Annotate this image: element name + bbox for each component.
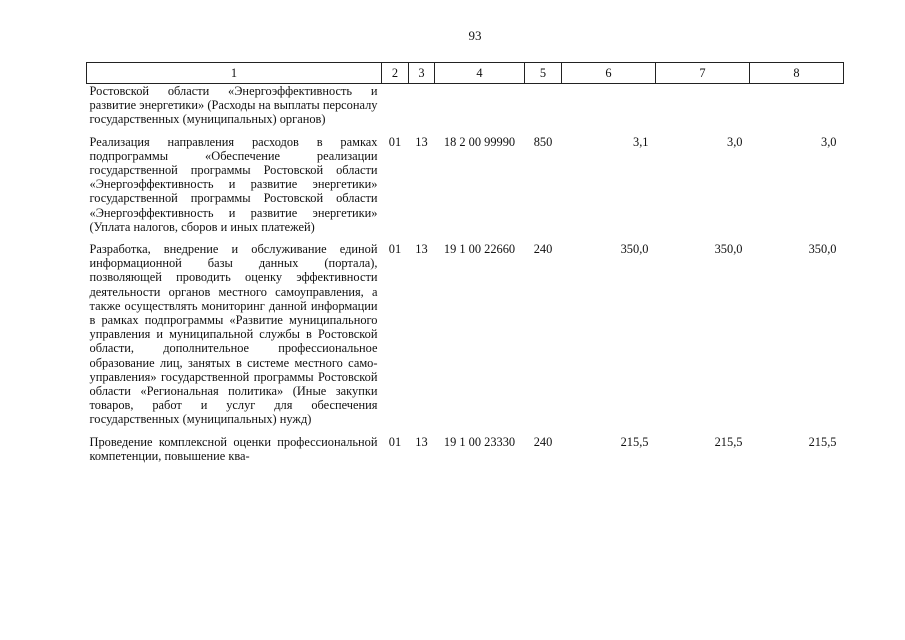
row-expense-type: 240 [533,434,553,449]
row-amount-year1: 215,5 [620,434,649,449]
row-amount-year1 [562,84,656,127]
row-subsection [409,84,435,127]
row-target-article: 19 1 00 23330 [443,434,516,449]
header-col-3: 3 [409,63,435,84]
budget-table [86,62,844,463]
table-row [87,84,844,127]
row-expense-type: 240 [533,242,553,257]
row-subsection: 13 [415,434,428,449]
row-section [382,84,409,127]
table-body [87,84,844,464]
row-amount-year1: 350,0 [620,242,649,257]
row-amount-year3: 215,5 [808,434,837,449]
row-description: Проведение комплексной оценки профессиональной компетенции, повышение ква- [89,434,378,463]
header-col-2: 2 [382,63,409,84]
header-col-4: 4 [435,63,525,84]
row-target-article: 19 1 00 22660 [443,242,516,257]
row-expense-type [525,84,562,127]
header-col-1: 1 [87,63,382,84]
row-section: 01 [388,242,402,257]
row-description: Разработка, внедрение и обслуживание единой информационной базы данных (портала), позволяющей проводить оценку эффективности деятельности органов местного самоуправления, а также осуществлять мониторинг данной информации в рамках подпрограммы «Развитие муниципального управления и муниципальной службы в Ростовской области, дополнительное профессиональное образование лиц, занятых в системе местного самоуправления» государственной программы Ростовской области «Региональная политика» (Иные закупки товаров, работ и услуг для обеспечения государственных (муниципальных) нужд) [89,242,378,427]
row-description: Ростовской области «Энергоэффективность и развитие энергетики» (Расходы на выплаты персоналу государственных (муниципальных) органов) [89,84,378,127]
row-spacer [87,234,844,242]
table-header [87,63,844,84]
table-row [87,242,844,427]
header-col-6: 6 [562,63,656,84]
row-amount-year1: 3,1 [633,134,649,149]
row-target-article: 18 2 00 99990 [443,134,516,149]
row-description: Реализация направления расходов в рамках подпрограммы «Обеспечение реализации государственной программы Ростовской области «Энергоэффективность и развитие энергетики» государственной программы Ростовской области «Энергоэффективность и развитие энергетики» (Уплата налогов, сборов и иных платежей) [89,134,378,234]
table-row [87,435,844,463]
header-col-5: 5 [525,63,562,84]
row-section: 01 [388,434,402,449]
row-expense-type: 850 [533,134,553,149]
row-section: 01 [388,134,402,149]
header-row [87,63,844,84]
row-spacer [87,427,844,435]
row-amount-year3: 350,0 [808,242,837,257]
row-amount-year2: 350,0 [714,242,743,257]
row-amount-year2: 215,5 [714,434,743,449]
table-row [87,135,844,234]
row-amount-year2 [656,84,750,127]
page-number: 93 [468,28,482,43]
header-col-7: 7 [656,63,750,84]
row-subsection: 13 [415,134,428,149]
row-amount-year3 [750,84,844,127]
row-subsection: 13 [415,242,428,257]
header-col-8: 8 [750,63,844,84]
row-target-article [435,84,525,127]
row-amount-year2: 3,0 [727,134,743,149]
row-amount-year3: 3,0 [821,134,837,149]
row-spacer [87,127,844,135]
